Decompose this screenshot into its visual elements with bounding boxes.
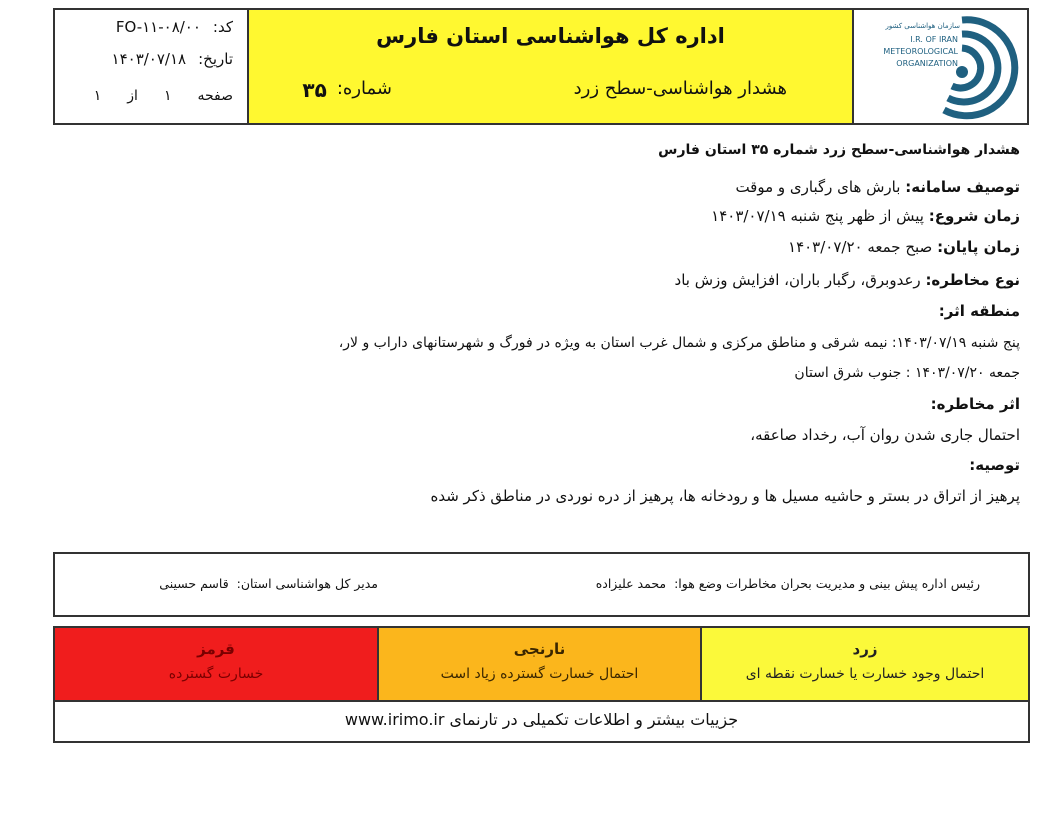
start-time	[711, 207, 1020, 225]
level-yellow-desc: احتمال وجود خسارت یا خسارت نقطه ای	[745, 666, 985, 682]
svg-text:ORGANIZATION: ORGANIZATION	[896, 59, 958, 68]
level-red-title: قرمز	[197, 640, 235, 658]
system-description	[735, 178, 1020, 196]
code-label: کد:	[212, 18, 233, 36]
hazard-type	[675, 271, 1020, 289]
warning-heading: هشدار هواشناسی-سطح زرد شماره ۳۵ استان فارس	[658, 142, 1020, 158]
code-row	[65, 18, 233, 36]
hazard-value: رعدوبرق، رگبار باران، افزایش وزش باد	[674, 271, 921, 289]
footer-url-link[interactable]: www.irimo.ir	[344, 710, 445, 729]
end-value: صبح جمعه ۱۴۰۳/۰۷/۲۰	[788, 238, 933, 256]
office-title: اداره کل هواشناسی استان فارس	[376, 24, 725, 48]
meta-cell	[55, 10, 247, 123]
director-signature	[159, 576, 378, 591]
number-value: ۳۵	[302, 78, 327, 102]
level-red-desc: خسارت گسترده	[168, 666, 264, 682]
footer-info	[55, 710, 1028, 729]
forecast-head-signature	[596, 576, 980, 591]
signatures-box	[53, 552, 1030, 617]
area-label: منطقه اثر:	[938, 302, 1020, 320]
area-line-1: پنج شنبه ۱۴۰۳/۰۷/۱۹: نیمه شرقی و مناطق مرکزی و شمال غرب استان به ویژه در فورگ و شهرستانهای داراب و لار،	[338, 335, 1020, 351]
level-orange-desc: احتمال خسارت گسترده زیاد است	[440, 666, 639, 682]
advice-value: پرهیز از اتراق در بستر و حاشیه مسیل ها و رودخانه ها، پرهیز از دره نوردی در مناطق ذکر شده	[430, 487, 1020, 505]
number-label: شماره:	[336, 78, 392, 99]
code-value: FO-۱۱-۰۸/۰۰	[115, 18, 201, 36]
document-header	[53, 8, 1029, 125]
date-value: ۱۴۰۳/۰۷/۱۸	[111, 50, 187, 68]
level-yellow	[702, 628, 1028, 702]
svg-text:I.R. OF IRAN: I.R. OF IRAN	[910, 35, 958, 44]
hazard-label: نوع مخاطره:	[925, 271, 1020, 289]
warning-number	[302, 78, 392, 102]
date-label: تاریخ:	[198, 50, 233, 68]
page-current: ۱	[163, 88, 172, 104]
effect-value: احتمال جاری شدن روان آب، رخداد صاعقه،	[750, 426, 1020, 444]
forecast-head-label: رئیس اداره پیش بینی و مدیریت بحران مخاطرات وضع هوا:	[674, 576, 980, 591]
forecast-head-name: محمد علیزاده	[595, 576, 667, 591]
start-label: زمان شروع:	[928, 207, 1020, 225]
start-value: پیش از ظهر پنج شنبه ۱۴۰۳/۰۷/۱۹	[711, 207, 924, 225]
irimo-logo-icon	[854, 10, 1024, 123]
director-label: مدیر کل هواشناسی استان:	[236, 576, 378, 591]
svg-text:سازمان هواشناسی کشور: سازمان هواشناسی کشور	[885, 22, 960, 30]
end-label: زمان پایان:	[937, 238, 1020, 256]
page-of: از	[127, 88, 138, 104]
date-row	[65, 50, 233, 68]
end-time	[788, 238, 1020, 256]
level-red	[55, 628, 377, 702]
svg-text:METEOROLOGICAL: METEOROLOGICAL	[883, 47, 958, 56]
level-yellow-title: زرد	[852, 640, 878, 658]
system-label: توصیف سامانه:	[905, 178, 1020, 196]
director-name: قاسم حسینی	[159, 576, 229, 591]
logo-cell	[852, 10, 1027, 123]
level-orange-title: نارنجی	[513, 640, 566, 658]
effect-label: اثر مخاطره:	[930, 395, 1020, 413]
page-row	[65, 88, 233, 104]
system-value: بارش های رگباری و موقت	[735, 178, 901, 196]
warning-subtitle: هشدار هواشناسی-سطح زرد	[573, 78, 787, 99]
warning-levels-table	[53, 626, 1030, 743]
area-line-2: جمعه ۱۴۰۳/۰۷/۲۰ : جنوب شرق استان	[794, 365, 1020, 381]
footer-text: جزییات بیشتر و اطلاعات تکمیلی در تارنمای	[449, 710, 739, 729]
advice-label: توصیه:	[969, 456, 1020, 474]
level-orange	[377, 628, 702, 702]
page-label: صفحه	[197, 88, 233, 104]
title-cell	[247, 10, 852, 123]
page-total: ۱	[93, 88, 102, 104]
